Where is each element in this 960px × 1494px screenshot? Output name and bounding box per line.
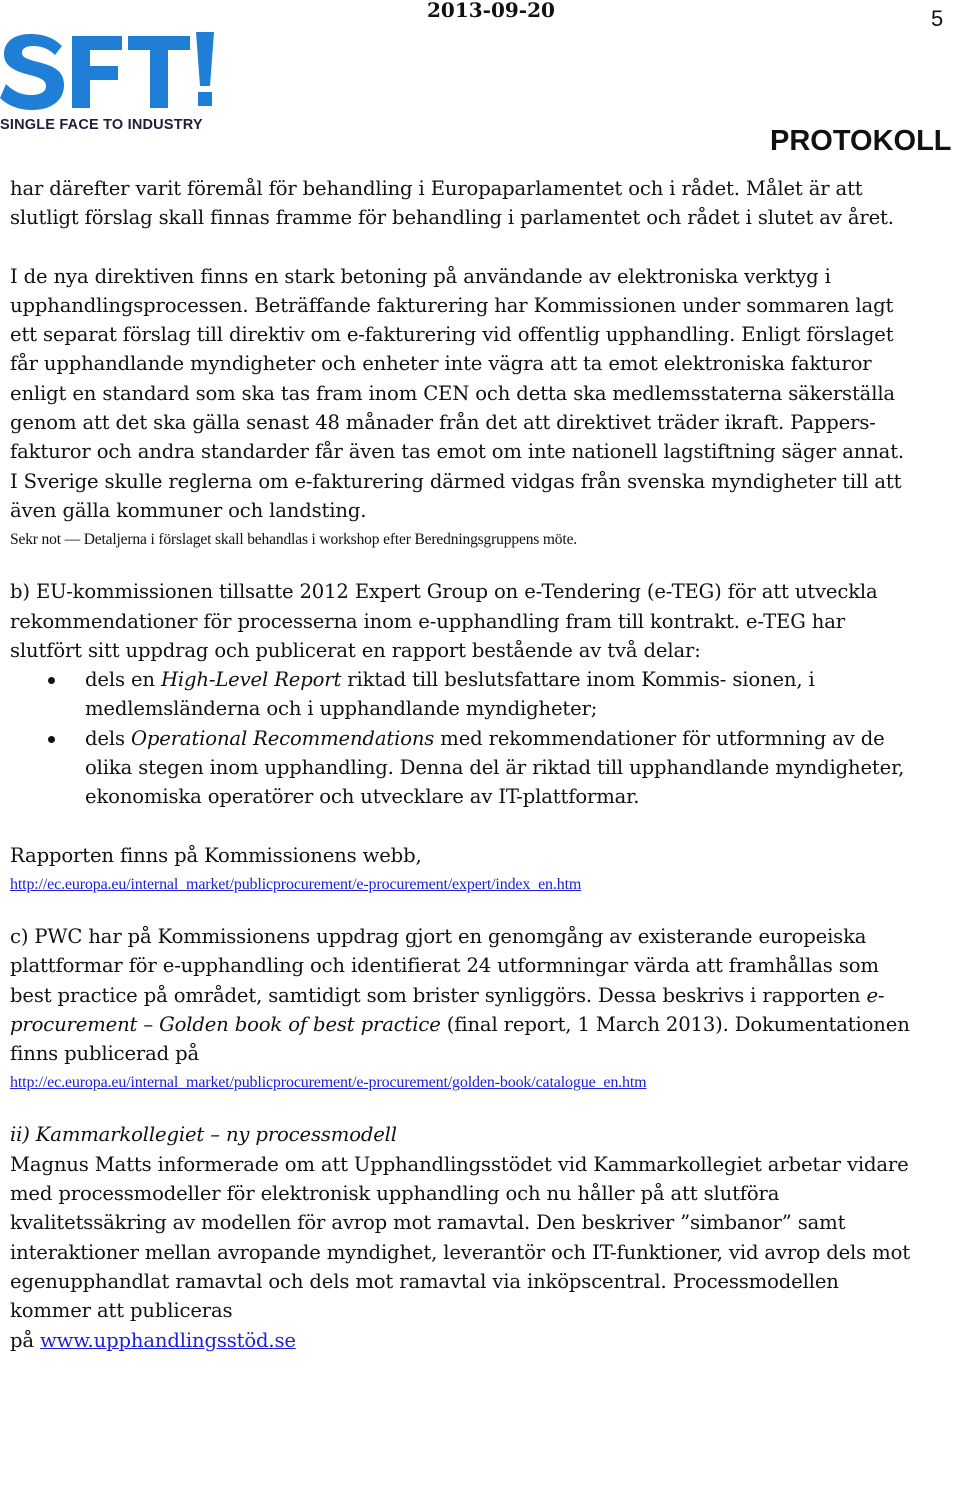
document-body [10,174,910,1355]
paragraph-publish-location: på www.upphandlingsstöd.se [10,1328,296,1352]
paragraph-e-teg: b) EU-kommissionen tillsatte 2012 Expert Group on e-Tendering (e-TEG) för att utveckla rekommendationer för processerna inom e-upphandling fram till kontrakt. e-TEG har slutfört sitt uppdrag och publicerat en rapport bestående av två delar: [10,580,878,662]
sfti-logo-graphic [0,28,222,118]
expert-group-link[interactable]: http://ec.europa.eu/internal_market/publicprocurement/e-procurement/expert/index_en.htm [10,875,582,893]
secretariat-note: Sekr not — Detaljerna i förslaget skall behandlas i workshop efter Beredningsgruppens möte. [10,531,578,549]
list-item: dels Operational Recommendations med rekommendationer för utformning av de olika stegen inom upphandling. Denna del är riktad till upphandlande myndigheter, ekonomiska operatörer och utvecklare av IT-plattformar. [10,724,910,812]
page-number: 5 [931,6,944,31]
paragraph-kammarkollegiet: Magnus Matts informerade om att Upphandlingsstödet vid Kammarkollegiet arbetar vidare med processmodeller för elektronisk upphandling och nu håller på att slutföra kvalitetssäkring av modellen för avrop mot ramavtal. Den beskriver ”simbanor” samt interaktioner mellan avropande myndighet, leverantör och IT-funktioner, vid avrop dels mot egenupphandlat ramavtal och dels mot ramavtal via inköpscentral. Processmodellen kommer att publiceras [10,1152,910,1323]
upphandlingsstod-link[interactable]: www.upphandlingsstöd.se [40,1328,296,1352]
report-title: Operational Recommendations [130,726,435,750]
golden-book-title: e-procurement – Golden book of best practice [10,983,885,1036]
report-title: High-Level Report [160,668,342,692]
report-parts-list [10,665,910,811]
bullet-icon [48,677,55,684]
document-date: 2013-09-20 [427,0,555,22]
list-item: dels en High-Level Report riktad till beslutsfattare inom Kommis- sionen, i medlemsländerna och i upphandlande myndigheter; [10,665,910,724]
bullet-icon [48,736,55,743]
document-type-label: PROTOKOLL [770,125,952,157]
paragraph-report-location: Rapporten finns på Kommissionens webb, [10,843,422,867]
golden-book-link[interactable]: http://ec.europa.eu/internal_market/publicprocurement/e-procurement/golden-book/catalogue_en.htm [10,1074,647,1092]
paragraph-directives: I de nya direktiven finns en stark betoning på användande av elektroniska verktyg i upphandlingsprocessen. Beträffande fakturering har Kommissionen under sommaren lagt ett separat förslag till direktiv om e-fakturering vid offentlig upphandling. Enligt förslaget får upphandlande myndigheter och enheter inte vägra att ta emot elektroniska fakturor enligt en standard som ska tas fram inom CEN och detta ska medlemsstaterna säkerställa genom att det ska gälla senast 48 månader från det att direktivet träder ikraft. Pappers- fakturor och andra standarder får även tas emot om inte nationell lagstiftning säger annat. I Sverige skulle reglerna om e-fakturering därmed vidgas från svenska myndigheter till att även gälla kommuner och landsting. [10,264,904,522]
paragraph-pwc: c) PWC har på Kommissionens uppdrag gjort en genomgång av existerande europeiska plattformar för e-upphandling och identifierat 24 utformningar värda att framhållas som best practice på området, samtidigt som brister synliggörs. Dessa beskrivs i rapporten e-procurement – Golden book of best practice (final report, 1 March 2013). Dokumentationen finns publicerad på [10,924,910,1066]
logo-subtitle: SINGLE FACE TO INDUSTRY [0,117,203,133]
paragraph-continuation: har därefter varit föremål för behandling i Europaparlamentet och i rådet. Målet är att slutligt förslag skall finnas framme för behandling i parlamentet och rådet i slutet av året. [10,177,894,230]
section-heading-ii: ii) Kammarkollegiet – ny processmodell [10,1123,397,1147]
